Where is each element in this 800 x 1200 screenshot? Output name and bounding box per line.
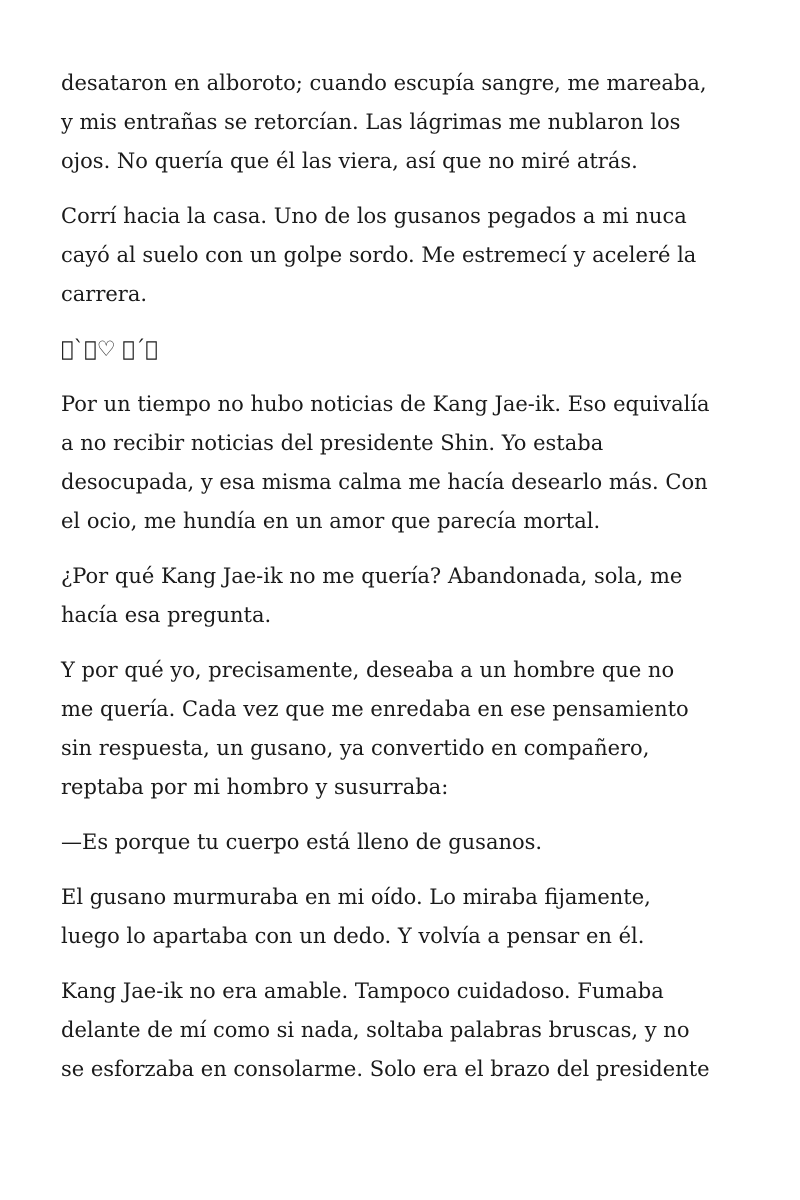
text-line: hacía esa pregunta. (61, 603, 272, 627)
text-line: delante de mí como si nada, soltaba palabras bruscas, y no (61, 1018, 690, 1042)
text-line: el ocio, me hundía en un amor que parecía mortal. (61, 509, 601, 533)
paragraph (61, 385, 751, 541)
text-line: Y por qué yo, precisamente, deseaba a un hombre que no (61, 658, 675, 682)
text-line: luego lo apartaba con un dedo. Y volvía a pensar en él. (61, 924, 645, 948)
paragraph (61, 197, 751, 314)
document-page (61, 64, 751, 1105)
text-line: sin respuesta, un gusano, ya convertido en compañero, (61, 736, 650, 760)
text-line: desataron en alboroto; cuando escupía sangre, me mareaba, (61, 71, 707, 95)
text-line: a no recibir noticias del presidente Shin. Yo estaba (61, 431, 604, 455)
paragraph (61, 651, 751, 807)
paragraph (61, 972, 751, 1089)
paragraph (61, 557, 751, 635)
paragraph (61, 823, 751, 862)
text-line: Por un tiempo no hubo noticias de Kang Jae-ik. Eso equivalía (61, 392, 710, 416)
text-line: cayó al suelo con un golpe sordo. Me estremecí y aceleré la (61, 243, 697, 267)
text-line: se esforzaba en consolarme. Solo era el brazo del presidente (61, 1057, 710, 1081)
text-line: me quería. Cada vez que me enredaba en ese pensamiento (61, 697, 689, 721)
text-line: y mis entrañas se retorcían. Las lágrimas me nublaron los (61, 110, 681, 134)
text-line: desocupada, y esa misma calma me hacía desearlo más. Con (61, 470, 708, 494)
section-divider:  ` ♡  ´  (61, 337, 158, 361)
text-line: carrera. (61, 282, 148, 306)
text-line: reptaba por mi hombro y susurraba: (61, 775, 449, 799)
text-line: —Es porque tu cuerpo está lleno de gusanos. (61, 830, 543, 854)
text-line: Corrí hacia la casa. Uno de los gusanos pegados a mi nuca (61, 204, 687, 228)
text-line: El gusano murmuraba en mi oído. Lo miraba fijamente, (61, 885, 651, 909)
paragraph (61, 64, 751, 181)
text-line: ojos. No quería que él las viera, así que no miré atrás. (61, 149, 638, 173)
text-line: Kang Jae-ik no era amable. Tampoco cuidadoso. Fumaba (61, 979, 664, 1003)
text-line: ¿Por qué Kang Jae-ik no me quería? Abandonada, sola, me (61, 564, 683, 588)
paragraph (61, 878, 751, 956)
